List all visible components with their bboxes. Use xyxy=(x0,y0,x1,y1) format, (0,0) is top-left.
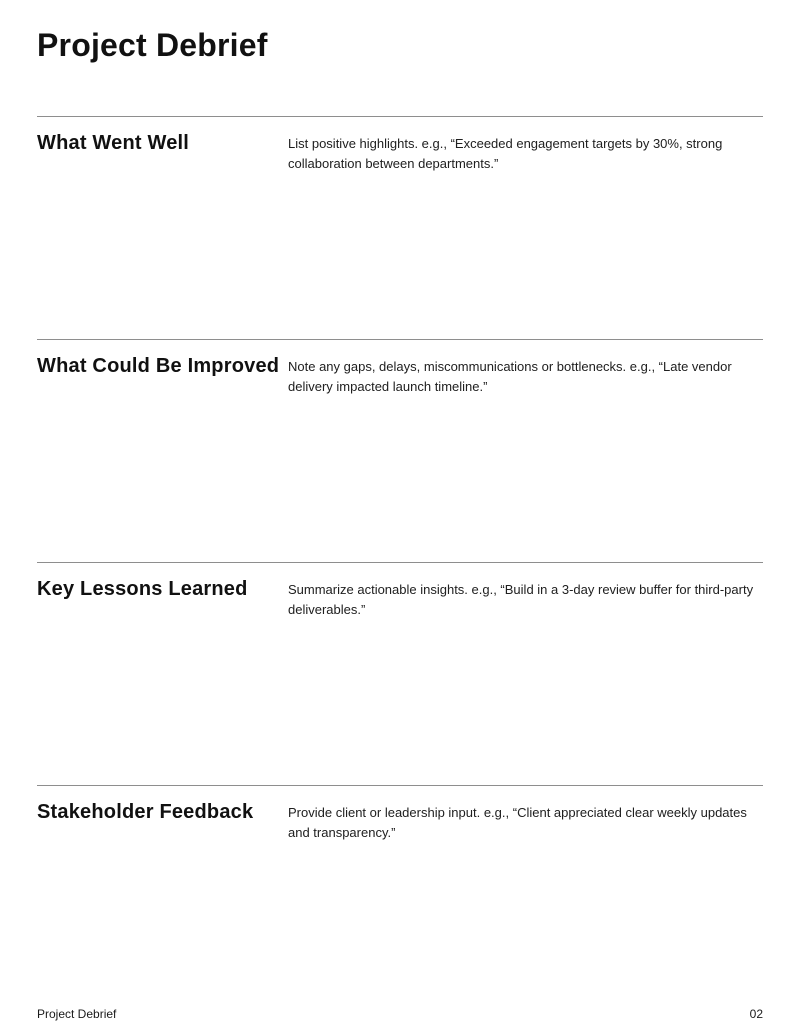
footer-doc-name: Project Debrief xyxy=(37,1007,117,1021)
page-title: Project Debrief xyxy=(37,27,268,63)
section-stakeholder-feedback xyxy=(37,785,763,1008)
section-key-lessons-learned xyxy=(37,562,763,785)
section-what-could-be-improved xyxy=(37,339,763,562)
footer-page-number: 02 xyxy=(749,1007,763,1021)
section-heading: Stakeholder Feedback xyxy=(37,801,254,823)
section-heading: What Went Well xyxy=(37,132,190,154)
section-what-went-well xyxy=(37,116,763,339)
section-heading: Key Lessons Learned xyxy=(37,578,248,600)
section-placeholder-text: Note any gaps, delays, miscommunications or bottlenecks. e.g., “Late vendor delivery impacted launch timeline.” xyxy=(288,359,732,394)
section-placeholder-text: Summarize actionable insights. e.g., “Build in a 3-day review buffer for third-party deliverables.” xyxy=(288,582,754,617)
section-heading: What Could Be Improved xyxy=(37,355,280,377)
document-header xyxy=(37,0,763,116)
document-footer xyxy=(37,1007,763,1022)
section-placeholder-text: List positive highlights. e.g., “Exceeded engagement targets by 30%, strong collaboration between departments.” xyxy=(288,136,723,171)
section-placeholder-text: Provide client or leadership input. e.g., “Client appreciated clear weekly updates and transparency.” xyxy=(288,805,747,840)
